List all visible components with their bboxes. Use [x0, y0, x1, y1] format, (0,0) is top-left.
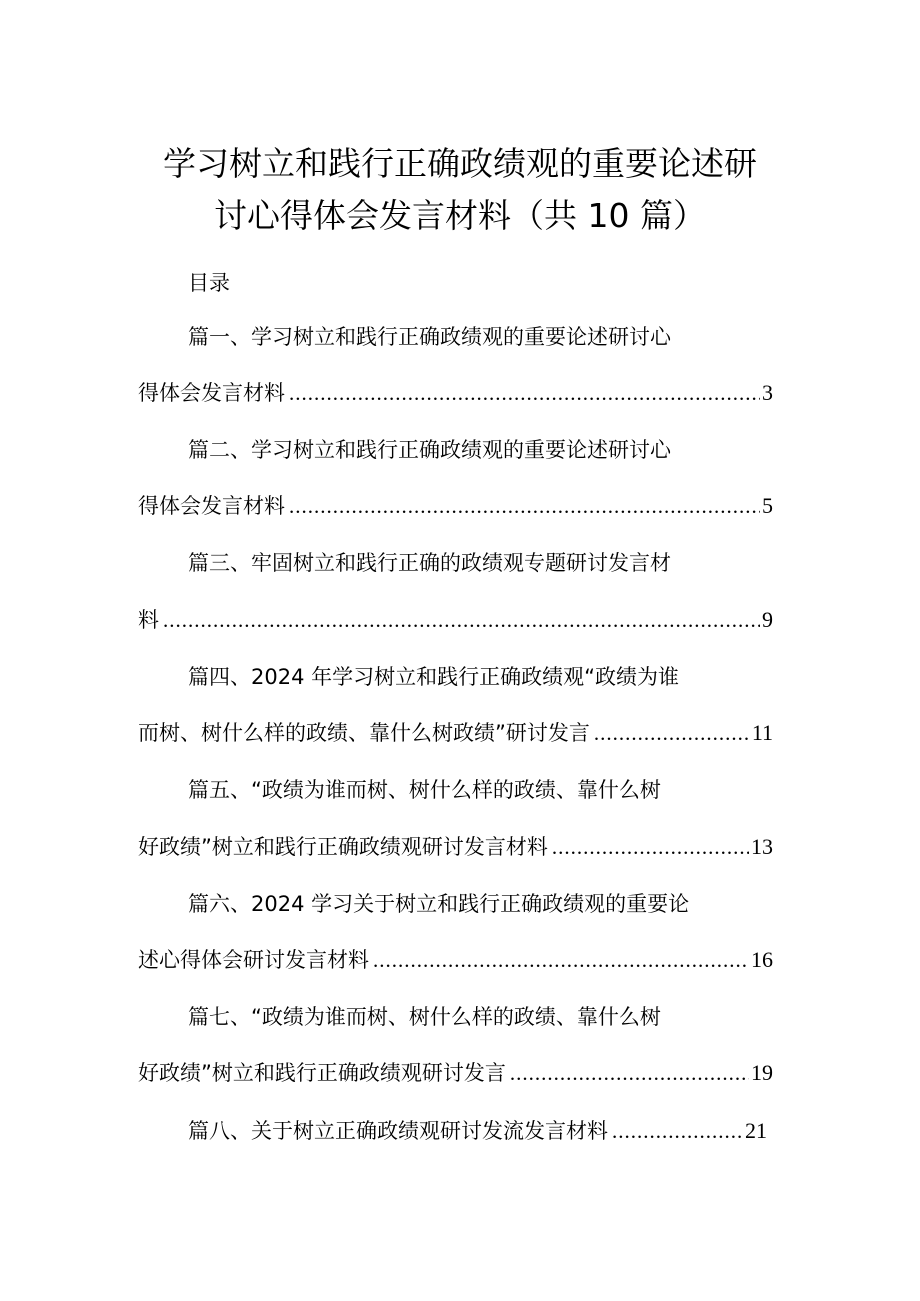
- toc-entry-5-line-2[interactable]: [138, 832, 773, 862]
- toc-entry-3-line-1[interactable]: 篇三、牢固树立和践行正确的政绩观专题研讨发言材: [188, 551, 671, 575]
- toc-entry-text: 得体会发言材料: [138, 381, 285, 405]
- toc-entry-text: 述心得体会研讨发言材料: [138, 948, 369, 972]
- toc-heading: 目录: [188, 271, 230, 295]
- toc-entry-text: 而树、树什么样的政绩、靠什么树政绩”研讨发言: [138, 721, 590, 745]
- toc-entry-5-line-1[interactable]: 篇五、“政绩为谁而树、树什么样的政绩、靠什么树: [188, 778, 661, 802]
- dot-leader: [373, 945, 749, 975]
- dot-leader: [510, 1058, 749, 1088]
- title-line-1: 学习树立和践行正确政绩观的重要论述研: [163, 144, 757, 183]
- dot-leader: [594, 718, 750, 748]
- toc-entry-1-line-1[interactable]: 篇一、学习树立和践行正确政绩观的重要论述研讨心: [188, 325, 671, 349]
- toc-page-number: 11: [751, 720, 773, 745]
- dot-leader: [552, 832, 749, 862]
- dot-leader: [612, 1116, 743, 1146]
- toc-entry-text: 好政绩”树立和践行正确政绩观研讨发言材料: [138, 835, 548, 859]
- toc-page-number: 3: [762, 380, 773, 405]
- toc-entry-3-line-2[interactable]: [138, 605, 773, 635]
- toc-entry-text: 料: [138, 608, 159, 632]
- toc-entry-text: 篇八、关于树立正确政绩观研讨发流发言材料: [188, 1119, 608, 1143]
- toc-entry-text: 得体会发言材料: [138, 494, 285, 518]
- toc-page-number: 19: [751, 1060, 773, 1085]
- toc-entry-7-line-2[interactable]: [138, 1058, 773, 1088]
- toc-entry-2-line-2[interactable]: [138, 491, 773, 521]
- dot-leader: [289, 491, 760, 521]
- toc-entry-8[interactable]: [188, 1116, 767, 1146]
- dot-leader: [163, 605, 760, 635]
- title-line-2: 讨心得体会发言材料（共 10 篇）: [214, 196, 706, 235]
- toc-entry-1-line-2[interactable]: [138, 378, 773, 408]
- toc-entry-text: 好政绩”树立和践行正确政绩观研讨发言: [138, 1061, 506, 1085]
- toc-entry-4-line-2[interactable]: [138, 718, 773, 748]
- toc-entry-6-line-2[interactable]: [138, 945, 773, 975]
- toc-page-number: 13: [751, 834, 773, 859]
- toc-page-number: 16: [751, 947, 773, 972]
- toc-entry-7-line-1[interactable]: 篇七、“政绩为谁而树、树什么样的政绩、靠什么树: [188, 1005, 661, 1029]
- toc-entry-2-line-1[interactable]: 篇二、学习树立和践行正确政绩观的重要论述研讨心: [188, 438, 671, 462]
- toc-page-number: 5: [762, 493, 773, 518]
- toc-entry-6-line-1[interactable]: 篇六、2024 学习关于树立和践行正确政绩观的重要论: [188, 892, 690, 916]
- toc-page-number: 21: [745, 1118, 767, 1143]
- toc-entry-4-line-1[interactable]: 篇四、2024 年学习树立和践行正确政绩观“政绩为谁: [188, 665, 679, 689]
- toc-page-number: 9: [762, 607, 773, 632]
- dot-leader: [289, 378, 760, 408]
